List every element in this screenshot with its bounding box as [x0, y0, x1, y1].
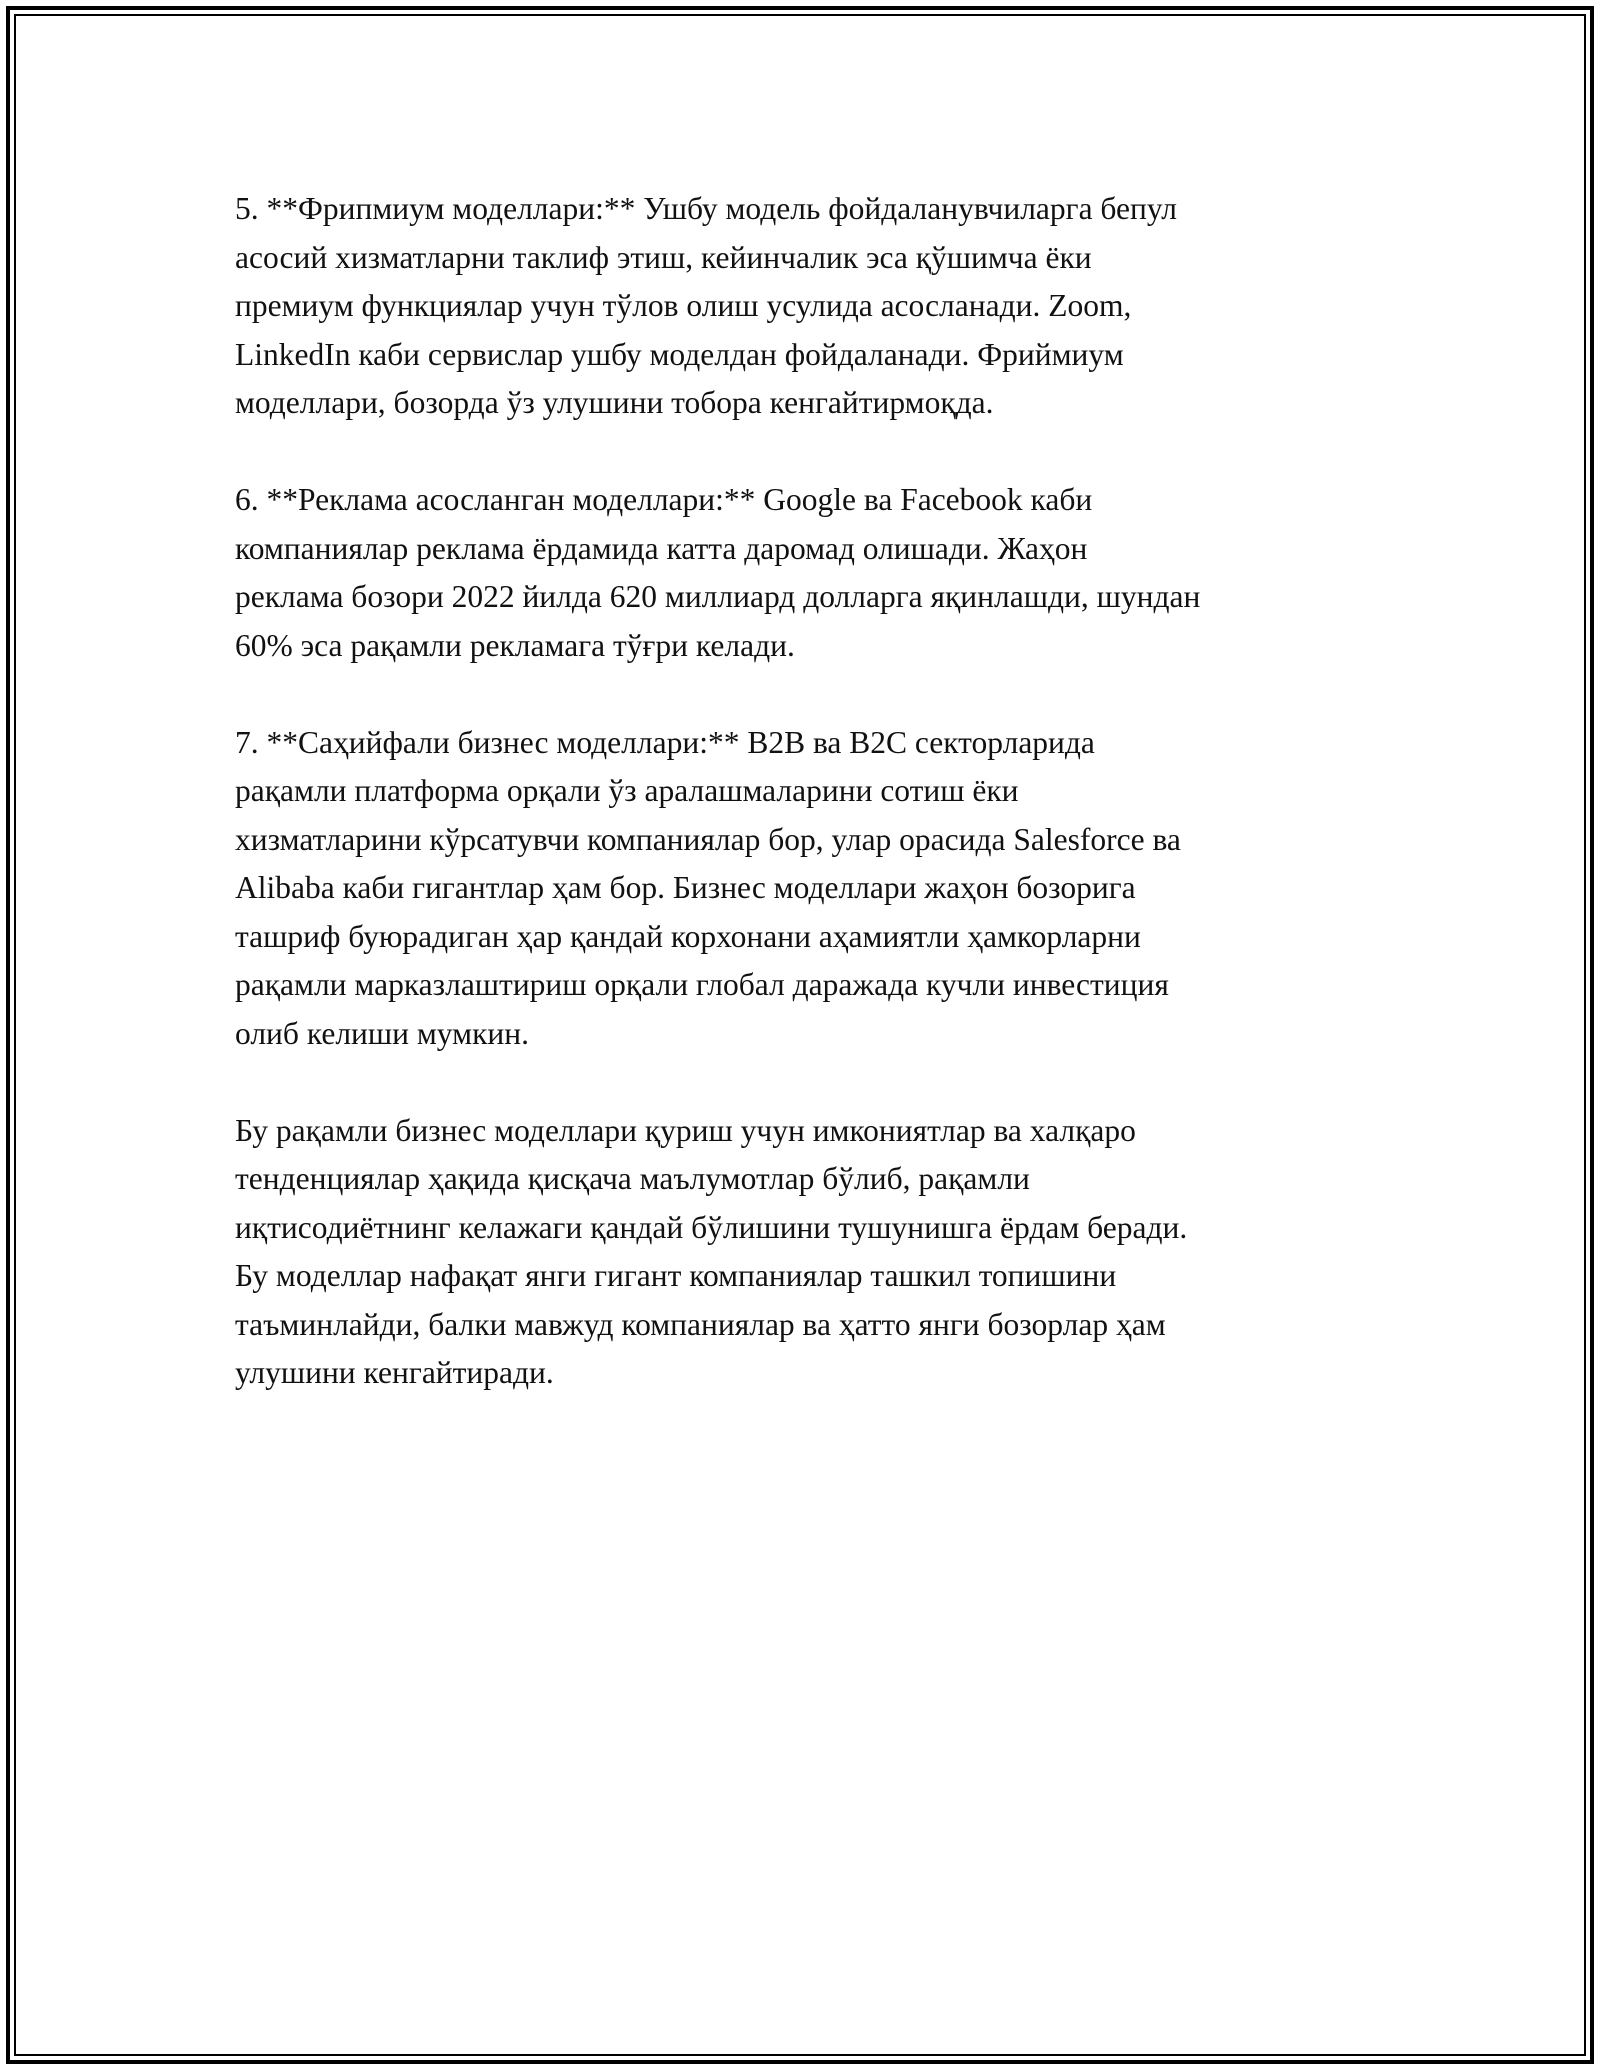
paragraph-conclusion: Бу рақамли бизнес моделлари қуриш учун имкониятлар ва халқаро тенденциялар ҳақида қисқача маълумотлар бўлиб, рақамли иқтисодиётнинг келажаги қандай бўлишини тушунишга ёрдам беради. Бу моделлар нафақат янги гигант компаниялар ташкил топишини таъминлайди, балки мавжуд компаниялар ва ҳатто янги бозорлар ҳам улушини кенгайтиради.	[235, 1112, 1188, 1390]
paragraph-advertising-models: 6. **Реклама асосланган моделлари:** Google ва Facebook каби компаниялар реклама ёрдамида катта даромад олишади. Жаҳон реклама бозори 2022 йилда 620 миллиард долларга яқинлашди, шундан 60% эса рақамли рекламага тўғри келади.	[235, 482, 1201, 663]
paragraph-platform-business-models: 7. **Саҳийфали бизнес моделлари:** B2B ва B2C секторларида рақамли платформа орқали ўз аралашмаларини сотиш ёки хизматларини кўрсатувчи компаниялар бор, улар орасида Salesforce ва Alibaba каби гигантлар ҳам бор. Бизнес моделлари жаҳон бозорига ташриф буюрадиган ҳар қандай корхонани аҳамиятли ҳамкорларни рақамли марказлаштириш орқали глобал даражада кучли инвестиция олиб келиши мумкин.	[235, 724, 1181, 1051]
document-body	[235, 185, 1365, 1446]
paragraph-freemium-models: 5. **Фрипмиум моделлари:** Ушбу модель фойдаланувчиларга бепул асосий хизматларни таклиф этиш, кейинчалик эса қўшимча ёки премиум функциялар учун тўлов олиш усулида асосланади. Zoom, LinkedIn каби сервислар ушбу моделдан фойдаланади. Фриймиум моделлари, бозорда ўз улушини тобора кенгайтирмоқда.	[235, 191, 1177, 420]
